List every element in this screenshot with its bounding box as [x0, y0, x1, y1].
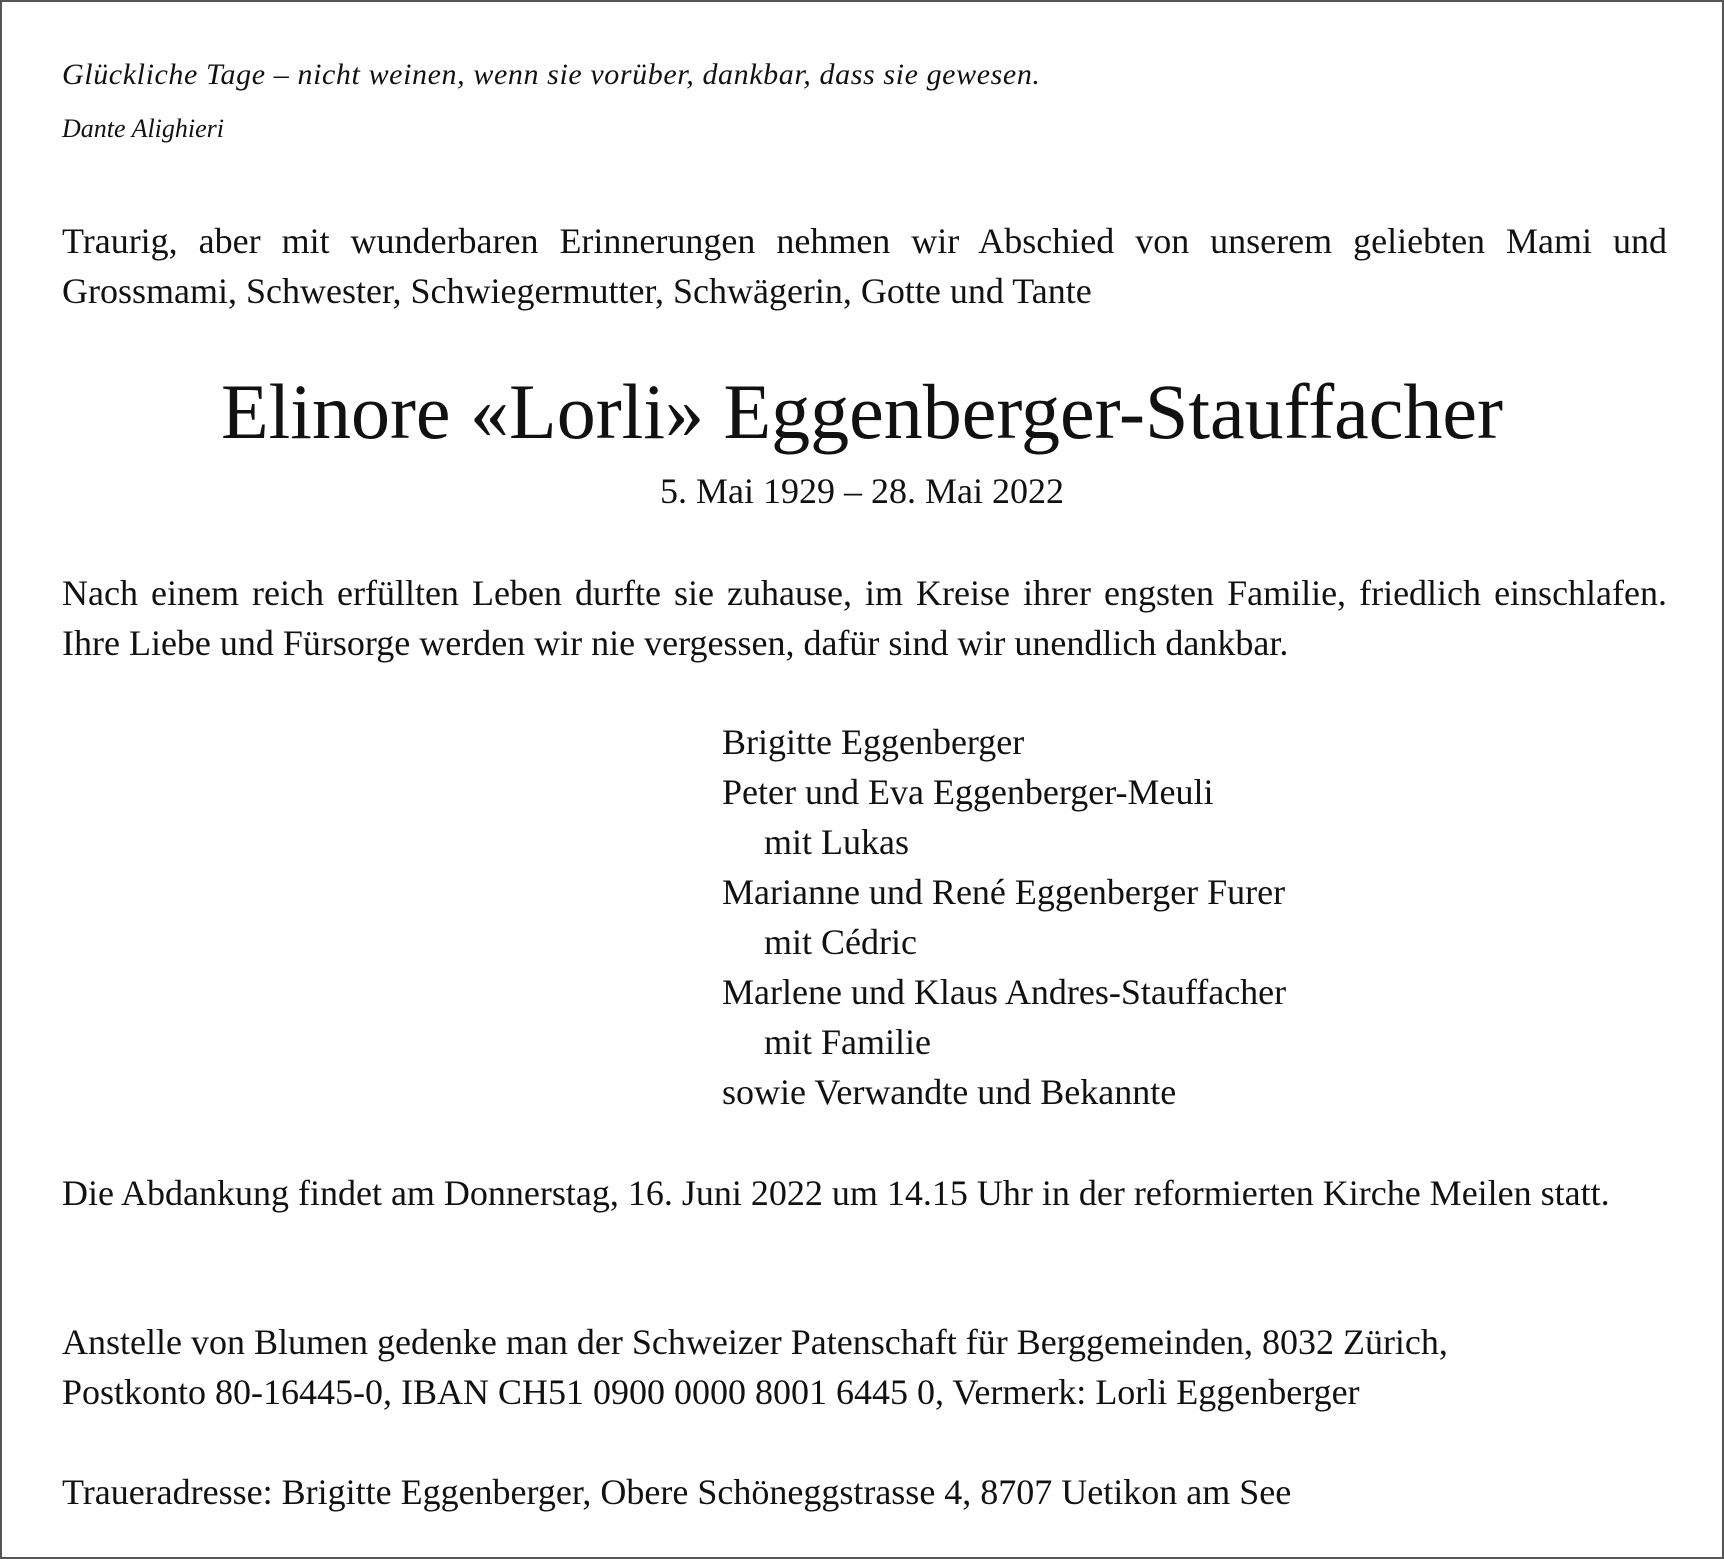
mourner-subitem: mit Cédric: [764, 922, 917, 962]
service-paragraph: Die Abdankung findet am Donnerstag, 16. Juni 2022 um 14.15 Uhr in der reformierten Kirche Meilen statt.: [62, 1173, 1610, 1213]
quote-author: Dante Alighieri: [62, 114, 225, 143]
mourners-list: [722, 717, 1286, 1117]
mourning-address: Traueradresse: Brigitte Eggenberger, Obere Schöneggstrasse 4, 8707 Uetikon am See: [62, 1472, 1292, 1512]
body-paragraph: Nach einem reich erfüllten Leben durfte sie zuhause, im Kreise ihrer engsten Familie, friedlich einschlafen. Ihre Liebe und Fürsorge werden wir nie vergessen, dafür sind wir unendlich dankbar.: [62, 573, 1667, 663]
deceased-name: Elinore «Lorli» Eggenberger-Stauffacher: [220, 368, 1504, 455]
mourner-subitem: mit Lukas: [764, 822, 909, 862]
donation-line-2: Postkonto 80-16445-0, IBAN CH51 0900 0000 8001 6445 0, Vermerk: Lorli Eggenberger: [62, 1372, 1360, 1412]
mourner-item: Peter und Eva Eggenberger-Meuli: [722, 772, 1214, 812]
donation-paragraph: [62, 1317, 1667, 1417]
mourner-item: Marlene und Klaus Andres-Stauffacher: [722, 972, 1287, 1012]
life-dates: 5. Mai 1929 – 28. Mai 2022: [660, 471, 1064, 511]
mourner-item: sowie Verwandte und Bekannte: [722, 1072, 1177, 1112]
mourner-item: Marianne und René Eggenberger Furer: [722, 872, 1286, 912]
mourner-item: Brigitte Eggenberger: [722, 722, 1025, 762]
donation-line-1: Anstelle von Blumen gedenke man der Schweizer Patenschaft für Berggemeinden, 8032 Zürich,: [62, 1322, 1448, 1362]
intro-paragraph: Traurig, aber mit wunderbaren Erinnerungen nehmen wir Abschied von unserem geliebten Mami und Grossmami, Schwester, Schwiegermutter, Schwägerin, Gotte und Tante: [62, 221, 1667, 311]
mourner-subitem: mit Familie: [764, 1022, 931, 1062]
quote-text: Glückliche Tage – nicht weinen, wenn sie vorüber, dankbar, dass sie gewesen.: [62, 58, 1041, 91]
